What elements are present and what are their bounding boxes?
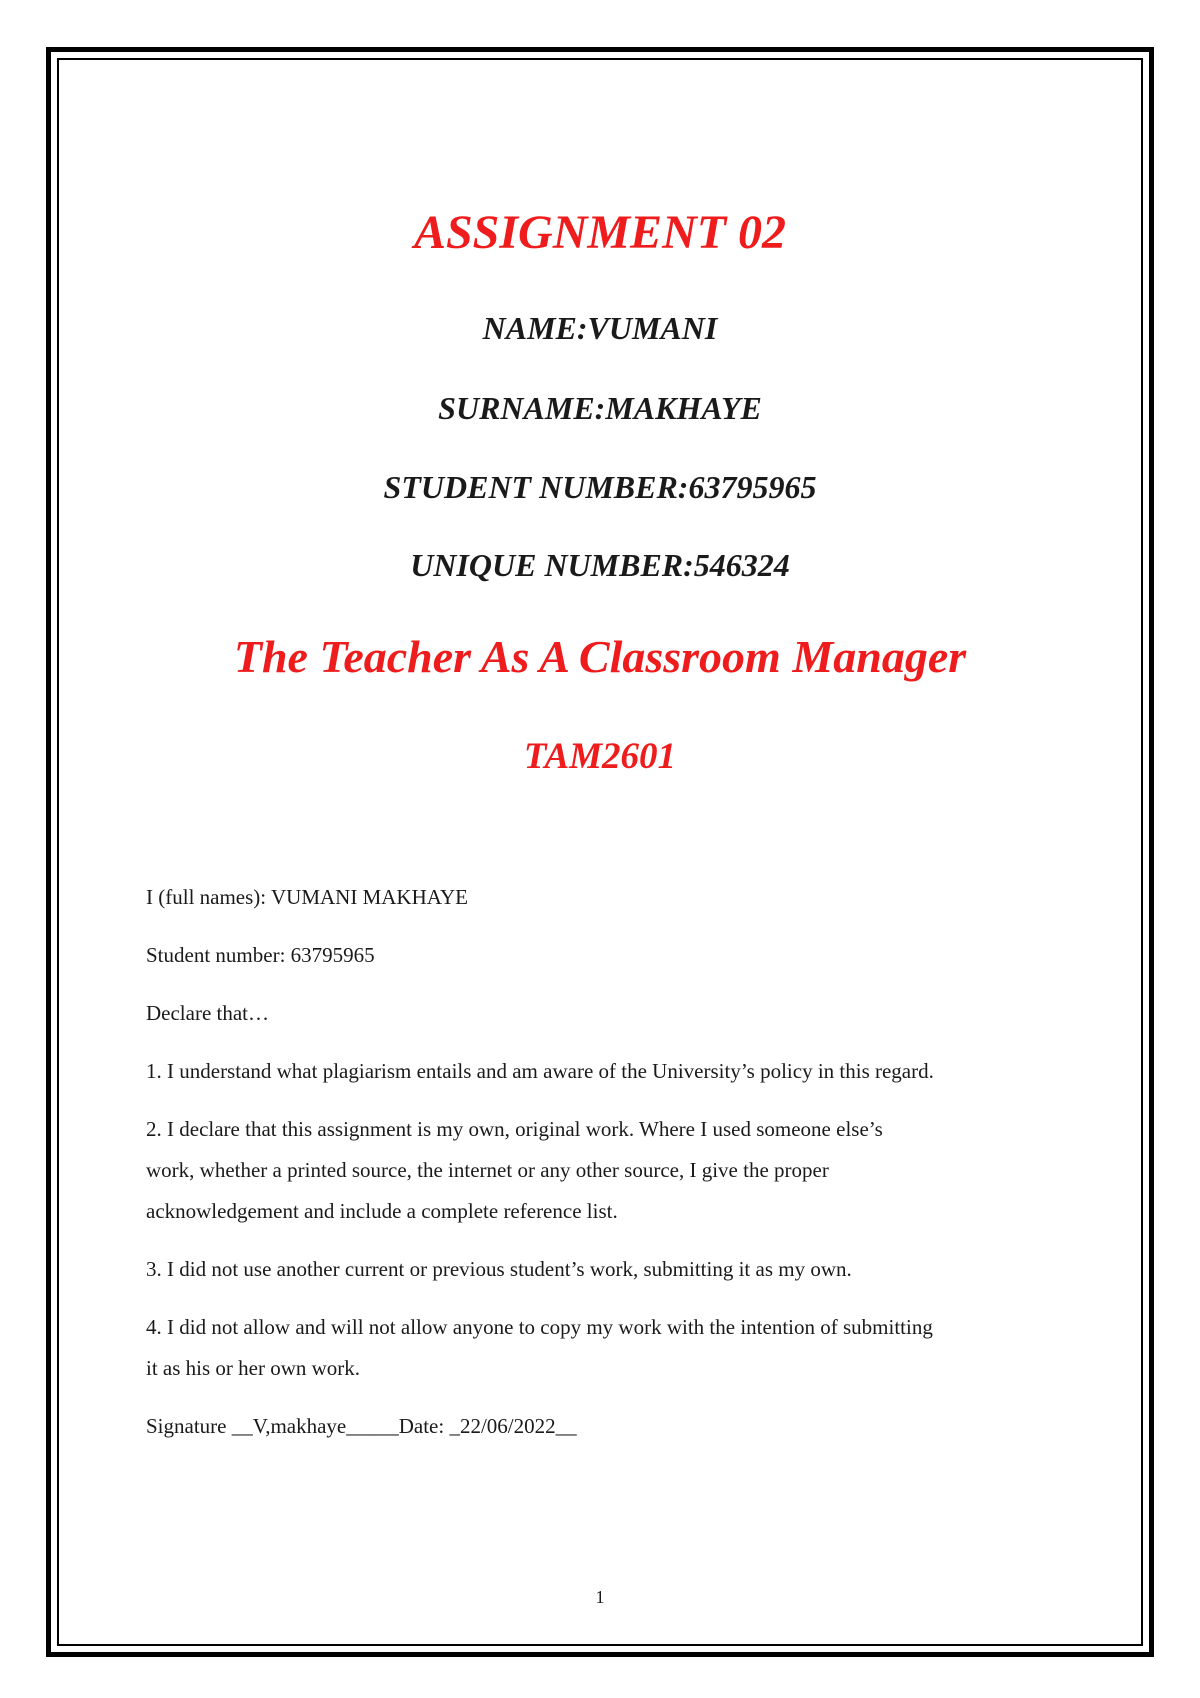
declaration-item-2-line-2: work, whether a printed source, the internet or any other source, I give the proper [146, 1158, 829, 1182]
signature-date-line: Signature __V,makhaye_____Date: _22/06/2022__ [146, 1414, 577, 1438]
declaration-full-names: I (full names): VUMANI MAKHAYE [146, 885, 468, 909]
declaration-item-2-line-3: acknowledgement and include a complete reference list. [146, 1199, 618, 1223]
declaration-item-4-line-1: 4. I did not allow and will not allow anyone to copy my work with the intention of submitting [146, 1315, 933, 1339]
course-title: The Teacher As A Classroom Manager [233, 631, 967, 682]
declaration-item-2-line-1: 2. I declare that this assignment is my own, original work. Where I used someone else’s [146, 1117, 883, 1141]
page-number: 1 [595, 1587, 605, 1607]
course-code: TAM2601 [523, 736, 677, 777]
declaration-item-4-line-2: it as his or her own work. [146, 1356, 361, 1380]
declaration-item-3: 3. I did not use another current or previous student’s work, submitting it as my own. [146, 1257, 852, 1281]
declaration-intro: Declare that… [146, 1001, 270, 1025]
student-name: NAME:VUMANI [482, 310, 718, 346]
student-surname: SURNAME:MAKHAYE [438, 390, 762, 426]
assignment-title: ASSIGNMENT 02 [413, 206, 787, 259]
declaration-student-number: Student number: 63795965 [146, 943, 375, 967]
declaration-item-1: 1. I understand what plagiarism entails and am aware of the University’s policy in this regard. [146, 1059, 934, 1083]
student-number-heading: STUDENT NUMBER:63795965 [383, 469, 817, 505]
unique-number-heading: UNIQUE NUMBER:546324 [410, 547, 790, 583]
